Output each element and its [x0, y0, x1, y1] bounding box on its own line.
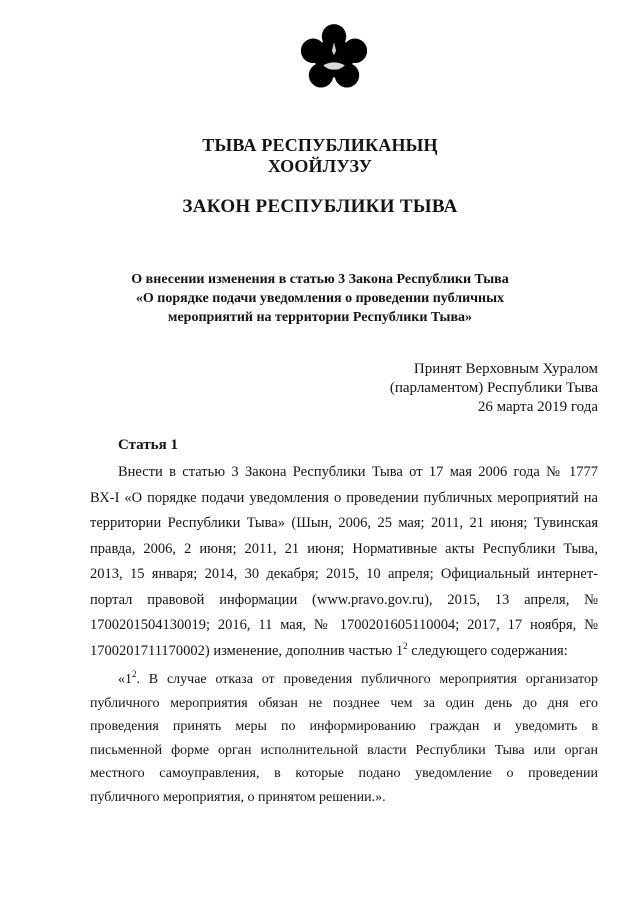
paragraph-line: местного самоуправления, в которые подано уведомление о проведении — [90, 766, 598, 782]
paragraph-text: 1700201711170002) изменение, дополнив частью 1 — [90, 642, 404, 659]
paragraph-line: письменной форме орган исполнительной власти Республики Тыва или орган — [90, 742, 598, 758]
subject-line-3: мероприятий на территории Республики Тыва» — [167, 310, 473, 325]
article-heading: Статья 1 — [118, 437, 178, 453]
header-line-1: ТЫВА РЕСПУБЛИКАНЫҢ — [202, 135, 438, 155]
paragraph-line: публичного мероприятия, о принятом решении.». — [90, 789, 386, 805]
subject-line-1: О внесении изменения в статью 3 Закона Республики Тыва — [131, 272, 509, 287]
paragraph-line: 1700201504130019; 2016, 11 мая, № 1700201605110004; 2017, 17 ноября, № — [90, 617, 598, 633]
superscript: 2 — [132, 669, 137, 679]
article-paragraph-1 — [90, 460, 598, 664]
law-title: ЗАКОН РЕСПУБЛИКИ ТЫВА — [182, 196, 458, 217]
paragraph-line: 2013, 15 января; 2014, 30 декабря; 2015, 10 апреля; Официальный интернет- — [90, 566, 598, 582]
paragraph-line: проведения принять меры по информированию граждан и уведомить в — [90, 719, 598, 735]
paragraph-line: правда, 2006, 2 июня; 2011, 21 июня; Нормативные акты Республики Тыва, — [90, 540, 598, 557]
paragraph-line: Внести в статью 3 Закона Республики Тыва от 17 мая 2006 года № 1777 — [118, 464, 598, 480]
adoption-date: 26 марта 2019 года — [477, 399, 598, 415]
paragraph-line — [90, 639, 598, 665]
law-subject — [100, 270, 540, 327]
paragraph-text: следующего содержания: — [407, 642, 568, 659]
adoption-line-1: Принят Верховным Хуралом — [413, 361, 598, 377]
paragraph-line: ВХ-I «О порядке подачи уведомления о проведении публичных мероприятий на — [90, 489, 598, 506]
paragraph-line: территории Республики Тыва» (Шын, 2006, 25 мая; 2011, 21 июня; Тувинская — [90, 515, 598, 531]
paragraph-text: «1 — [118, 672, 132, 687]
subject-line-2: «О порядке подачи уведомления о проведении публичных — [135, 291, 505, 306]
paragraph-line: публичного мероприятия обязан не позднее чем за один день до дня его — [90, 695, 598, 711]
republic-law-header — [0, 135, 640, 177]
paragraph-line: портал правовой информации (www.pravo.gov.ru), 2015, 13 апреля, № — [90, 591, 598, 608]
paragraph-line — [90, 668, 598, 692]
republic-emblem-icon — [298, 22, 370, 94]
adoption-note — [390, 360, 598, 417]
paragraph-text: . В случае отказа от проведения публичного мероприятия организатор — [136, 672, 598, 687]
superscript: 2 — [403, 640, 408, 651]
adoption-line-2: (парламентом) Республики Тыва — [389, 380, 598, 396]
header-line-2: ХООЙЛУЗУ — [267, 156, 373, 176]
article-paragraph-2 — [90, 668, 598, 810]
